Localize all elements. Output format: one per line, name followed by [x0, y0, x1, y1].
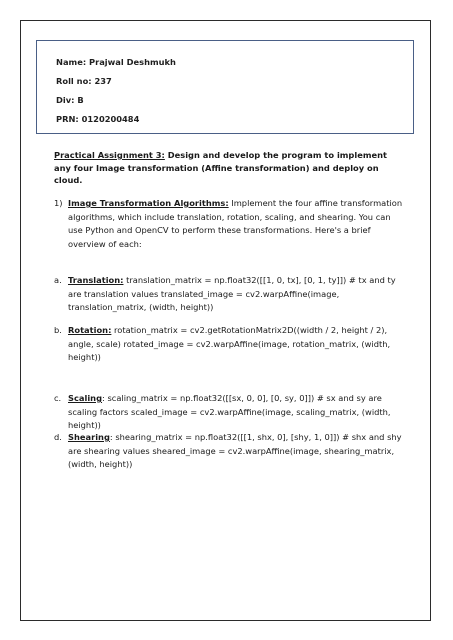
assignment-text: Design and develop the program to implement any four Image transformation (Affine transformation) and deploy on cloud. — [54, 150, 387, 185]
list-marker: c. — [54, 393, 62, 403]
list-marker: b. — [54, 325, 62, 335]
item-text: rotation_matrix = cv2.getRotationMatrix2D((width / 2, height / 2), angle, scale) rotated_image = cv2.warpAffine(image, rotation_matrix, (width, height)) — [68, 325, 391, 362]
item-text: translation_matrix = np.float32([[1, 0, tx], [0, 1, ty]]) # tx and ty are translation values translated_image = cv2.warpAffine(image, translation_matrix, (width, height)) — [68, 275, 396, 312]
student-name: Name: Prajwal Deshmukh — [56, 57, 176, 67]
assignment-title — [54, 149, 404, 187]
item-heading: Rotation: — [68, 325, 112, 335]
list-marker: a. — [54, 275, 62, 285]
section-number: 1) — [54, 198, 63, 208]
item-text: : scaling_matrix = np.float32([[sx, 0, 0], [0, sy, 0]]) # sx and sy are scaling factors scaled_image = cv2.warpAffine(image, scaling_matrix, (width, height)) — [68, 393, 391, 430]
student-info-box — [36, 40, 414, 134]
item-heading: Scaling — [68, 393, 103, 403]
division: Div: B — [56, 95, 84, 105]
item-heading: Translation: — [68, 275, 124, 285]
section-heading: Image Transformation Algorithms: — [68, 198, 229, 208]
prn-number: PRN: 0120200484 — [56, 114, 140, 124]
item-heading: Shearing — [68, 432, 110, 442]
item-text: : shearing_matrix = np.float32([[1, shx, 0], [shy, 1, 0]]) # shx and shy are shearing values sheared_image = cv2.warpAffine(image, shearing_matrix, (width, height)) — [68, 432, 402, 469]
list-marker: d. — [54, 432, 62, 442]
section-text: Implement the four affine transformation algorithms, which include translation, rotation, scaling, and shearing. You can use Python and OpenCV to perform these transformations. Here's a brief overview of each: — [68, 198, 403, 249]
roll-number: Roll no: 237 — [56, 76, 112, 86]
assignment-label: Practical Assignment 3: — [54, 150, 165, 160]
